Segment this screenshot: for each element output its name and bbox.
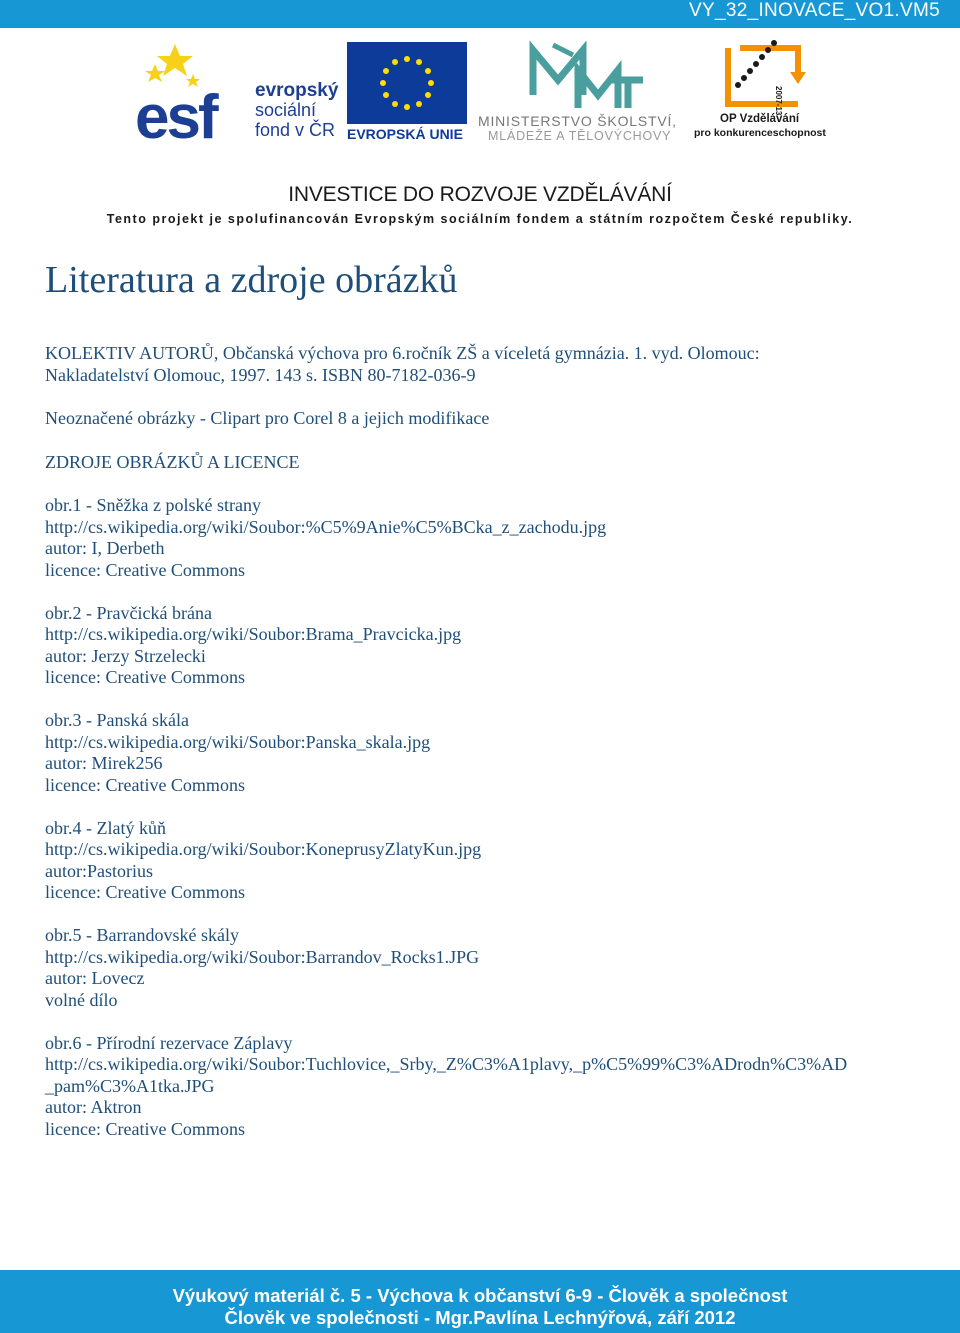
image-title: obr.3 - Panská skála (45, 710, 189, 730)
image-title: obr.6 - Přírodní rezervace Záplavy (45, 1032, 293, 1053)
eu-flag-icon (347, 42, 467, 124)
eu-label: EVROPSKÁ UNIE (347, 126, 463, 142)
clipart-note: Neoznačené obrázky - Clipart pro Corel 8 a jejich modifikace (45, 408, 490, 428)
image-license: licence: Creative Commons (45, 1118, 245, 1139)
msmt-line1: MINISTERSTVO ŠKOLSTVÍ, (478, 113, 677, 129)
msmt-line2: MLÁDEŽE A TĚLOVÝCHOVY (488, 129, 672, 143)
image-title: obr.2 - Pravčická brána (45, 602, 212, 623)
op-line2: pro konkurenceschopnost (694, 127, 826, 139)
projekt-note: Tento projekt je spolufinancován Evropským sociálním fondem a státním rozpočtem České republiky. (106, 212, 854, 226)
image-author: autor: Mirek256 (45, 753, 163, 773)
material-code: VY_32_INOVACE_VO1.VM5 (689, 0, 940, 21)
image-license: licence: Creative Commons (45, 667, 245, 687)
section-heading: ZDROJE OBRÁZKŮ A LICENCE (45, 451, 300, 472)
op-years: 2007-13 (774, 86, 783, 116)
image-author: autor: Lovecz (45, 968, 145, 988)
image-entry (45, 603, 925, 689)
image-url-continued[interactable]: _pam%C3%A1tka.JPG (45, 1075, 215, 1096)
esf-mark: esf (135, 83, 216, 142)
esf-line3: fond v ČR (255, 120, 336, 140)
image-entry (45, 818, 925, 904)
msmt-mark-icon (533, 45, 643, 108)
esf-line2: sociální (255, 100, 317, 120)
op-mark-icon (728, 40, 806, 104)
image-license: licence: Creative Commons (45, 774, 245, 795)
image-author: autor:Pastorius (45, 860, 153, 881)
image-url[interactable]: http://cs.wikipedia.org/wiki/Soubor:KoneprusyZlatyKun.jpg (45, 839, 482, 859)
logo-strip (0, 28, 960, 226)
footer-banner (0, 1270, 960, 1333)
content (45, 343, 925, 1162)
image-author: autor: I, Derbeth (45, 538, 165, 558)
image-entry (45, 1033, 925, 1141)
top-banner (0, 0, 960, 28)
image-entry (45, 710, 925, 796)
image-url[interactable]: http://cs.wikipedia.org/wiki/Soubor:%C5%9Anie%C5%BCka_z_zachodu.jpg (45, 516, 607, 537)
investice-headline: INVESTICE DO ROZVOJE VZDĚLÁVÁNÍ (288, 183, 672, 206)
op-line1: OP Vzdělávání (720, 113, 800, 125)
reference-line1: KOLEKTIV AUTORŮ, Občanská výchova pro 6.ročník ZŠ a víceletá gymnázia. 1. vyd. Olomouc: (45, 343, 760, 363)
image-url[interactable]: http://cs.wikipedia.org/wiki/Soubor:Brama_Pravcicka.jpg (45, 624, 462, 644)
esf-logo (135, 42, 345, 142)
image-title: obr.4 - Zlatý kůň (45, 817, 166, 838)
footer-line2: Člověk ve společnosti - Mgr.Pavlína Lechnýřová, září 2012 (224, 1307, 736, 1328)
esf-line1: evropský (255, 80, 339, 101)
op-logo (690, 38, 830, 144)
page-title: Literatura a zdroje obrázků (45, 259, 458, 301)
eu-logo (347, 42, 471, 142)
image-author: autor: Jerzy Strzelecki (45, 645, 206, 666)
footer-line1: Výukový materiál č. 5 - Výchova k občanství 6-9 - Člověk a společnost (172, 1285, 788, 1306)
image-license: volné dílo (45, 989, 118, 1010)
image-title: obr.5 - Barrandovské skály (45, 925, 239, 945)
reference-line2: Nakladatelství Olomouc, 1997. 143 s. ISBN 80-7182-036-9 (45, 364, 476, 385)
image-title: obr.1 - Sněžka z polské strany (45, 495, 261, 515)
image-entry (45, 925, 925, 1011)
image-author: autor: Aktron (45, 1097, 142, 1117)
image-license: licence: Creative Commons (45, 559, 245, 580)
image-url[interactable]: http://cs.wikipedia.org/wiki/Soubor:Tuchlovice,_Srby,_Z%C3%A1plavy,_p%C5%99%C3%ADrodn%C3%AD (45, 1054, 848, 1074)
image-entry (45, 495, 925, 581)
image-url[interactable]: http://cs.wikipedia.org/wiki/Soubor:Barrandov_Rocks1.JPG (45, 946, 480, 967)
image-url[interactable]: http://cs.wikipedia.org/wiki/Soubor:Panska_skala.jpg (45, 731, 431, 752)
msmt-logo (478, 40, 688, 144)
image-license: licence: Creative Commons (45, 882, 245, 902)
